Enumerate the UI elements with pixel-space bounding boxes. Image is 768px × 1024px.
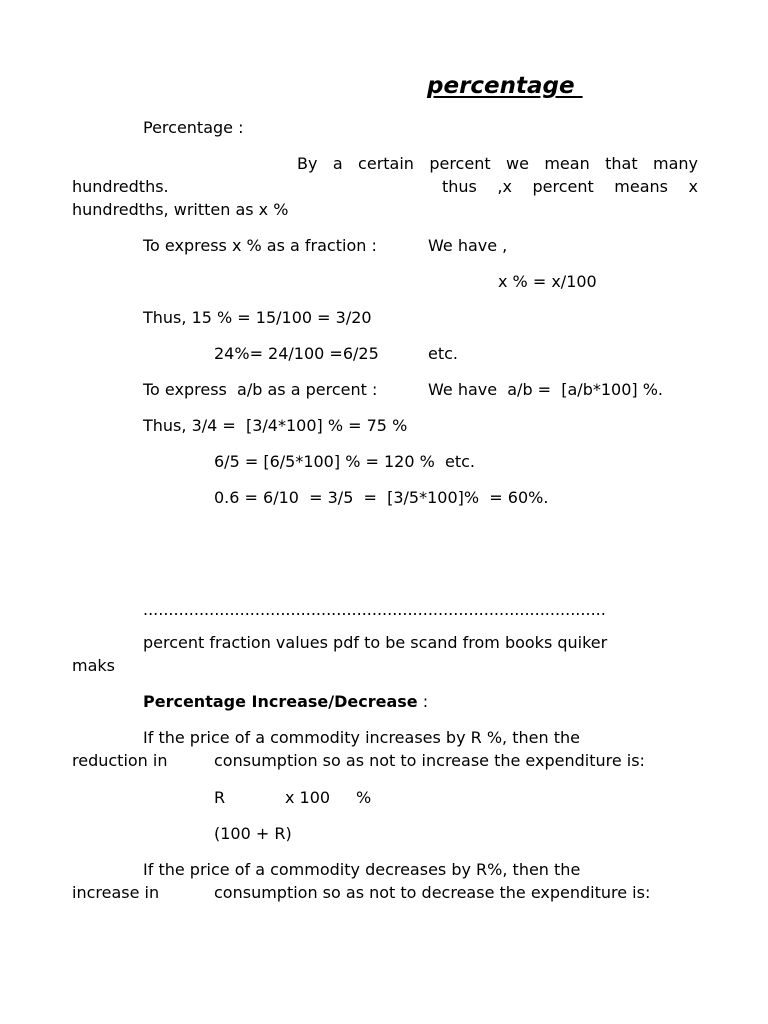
decrease-line-2-right: consumption so as not to decrease the expenditure is: <box>214 883 651 902</box>
percent-label: To express a/b as a percent : <box>143 380 378 399</box>
page-title: percentage <box>427 73 583 99</box>
fraction-label: To express x % as a fraction : <box>143 236 377 255</box>
formula-x100: x 100 <box>285 788 331 807</box>
fraction-formula: x % = x/100 <box>498 272 597 291</box>
note-line-2: maks <box>72 656 115 675</box>
fraction-example-1: Thus, 15 % = 15/100 = 3/20 <box>143 308 372 327</box>
definition-line-3: hundredths, written as x % <box>72 200 289 219</box>
formula-denominator: (100 + R) <box>214 824 292 843</box>
increase-line-2-left: reduction in <box>72 751 168 770</box>
percent-example-2: 6/5 = [6/5*100] % = 120 % etc. <box>214 452 475 471</box>
fraction-we-have: We have , <box>428 236 508 255</box>
percent-we-have: We have a/b = [a/b*100] %. <box>428 380 664 399</box>
formula-r: R <box>214 788 226 807</box>
definition-line-1: By a certain percent we mean that many <box>297 154 698 173</box>
fraction-etc: etc. <box>428 344 458 363</box>
increase-line-1: If the price of a commodity increases by R %, then the <box>143 728 580 747</box>
incdec-heading-wrap <box>143 690 428 713</box>
incdec-heading-suffix: : <box>417 692 429 711</box>
formula-percent: % <box>356 788 372 807</box>
note-line-1: percent fraction values pdf to be scand from books quiker <box>143 633 608 652</box>
fraction-example-2: 24%= 24/100 =6/25 <box>214 344 379 363</box>
percent-example-1: Thus, 3/4 = [3/4*100] % = 75 % <box>143 416 408 435</box>
section-heading: Percentage : <box>143 118 244 137</box>
definition-line-2-left: hundredths. <box>72 177 169 196</box>
decrease-line-1: If the price of a commodity decreases by R%, then the <box>143 860 581 879</box>
incdec-heading: Percentage Increase/Decrease <box>143 692 418 711</box>
definition-line-2-right: thus ,x percent means x <box>442 177 698 196</box>
percent-example-3: 0.6 = 6/10 = 3/5 = [3/5*100]% = 60%. <box>214 488 549 507</box>
increase-line-2-right: consumption so as not to increase the expenditure is: <box>214 751 645 770</box>
decrease-line-2-left: increase in <box>72 883 160 902</box>
dotted-separator: ........................................................................................... <box>143 600 606 619</box>
